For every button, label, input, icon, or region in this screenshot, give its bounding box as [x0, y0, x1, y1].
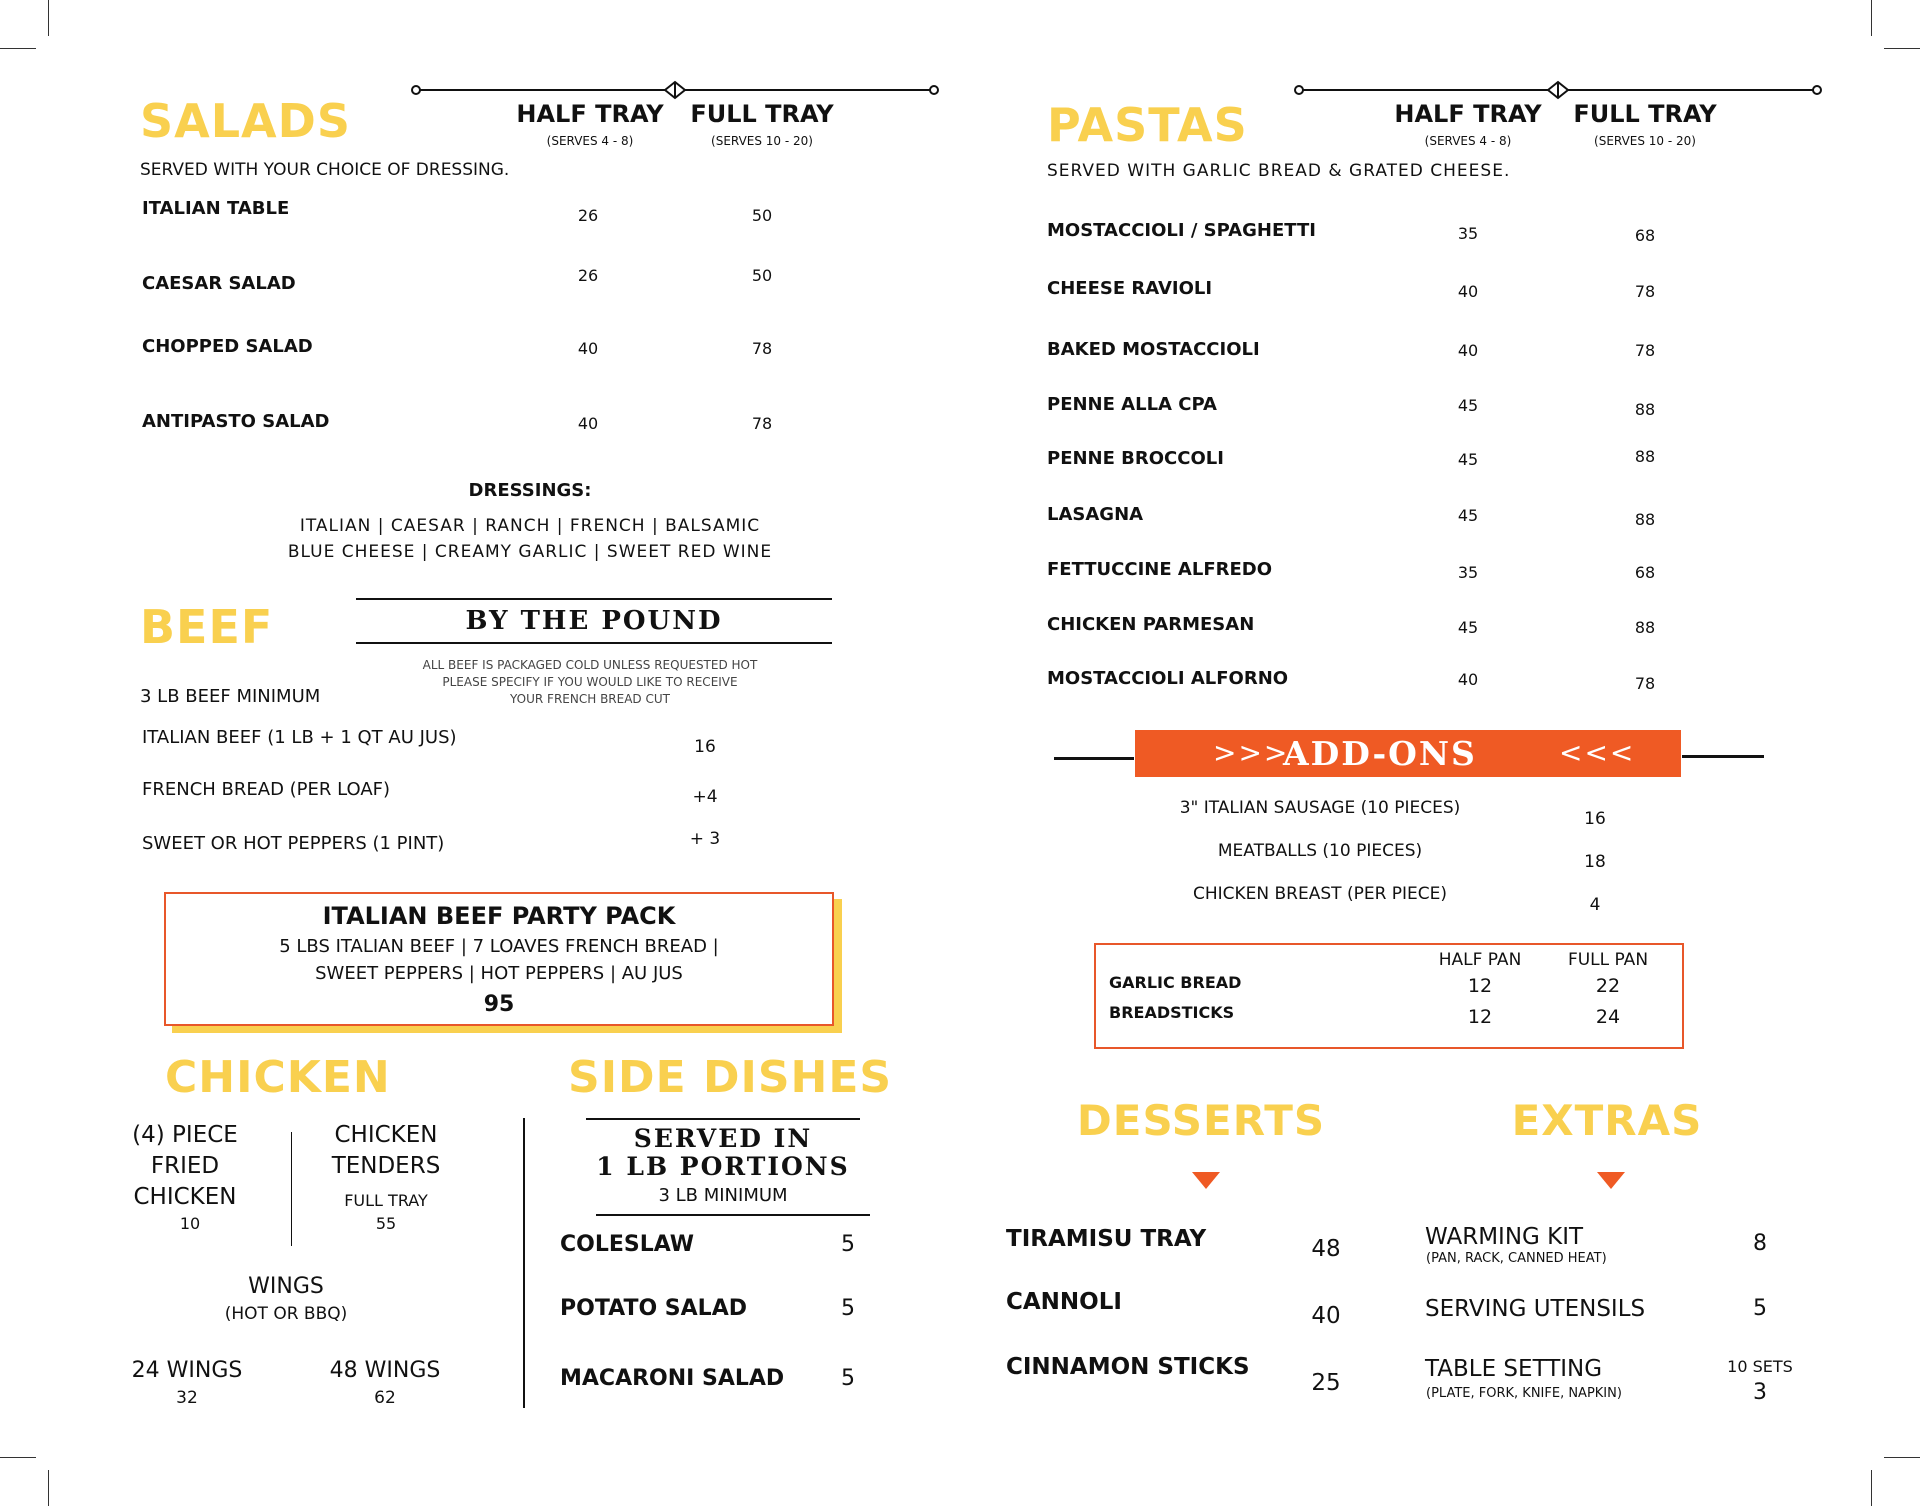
fried-chicken-price: 10 [179, 1214, 201, 1233]
salad-full-price: 50 [751, 266, 773, 285]
dressings-title: DRESSINGS: [468, 480, 592, 501]
beef-item-price: + 3 [689, 829, 721, 849]
sides-banner-line: 1 LB PORTIONS [596, 1152, 850, 1181]
pasta-full-price: 88 [1634, 618, 1656, 637]
addon-name: MEATBALLS (10 PIECES) [1217, 841, 1423, 861]
crop-mark [1871, 1470, 1872, 1506]
table-setting-detail: (PLATE, FORK, KNIFE, NAPKIN) [1426, 1386, 1622, 1401]
dessert-price: 25 [1311, 1370, 1341, 1396]
pasta-full-price: 68 [1634, 226, 1656, 245]
side-price: 5 [841, 1366, 855, 1391]
salad-half-price: 40 [577, 339, 599, 358]
ornament-rule [410, 80, 940, 100]
beef-note: PLEASE SPECIFY IF YOU WOULD LIKE TO RECEIVE [442, 675, 738, 689]
crop-mark [1884, 1457, 1920, 1458]
pasta-name: PENNE ALLA CPA [1047, 394, 1217, 415]
banner-rule [356, 598, 832, 600]
tenders-line: CHICKEN [334, 1122, 438, 1148]
add-ons-banner [1135, 730, 1681, 777]
pastas-subtitle: SERVED WITH GARLIC BREAD & GRATED CHEESE. [1047, 161, 1511, 181]
table-setting-name: TABLE SETTING [1425, 1356, 1603, 1382]
wings-24-price: 32 [176, 1388, 198, 1408]
pasta-name: MOSTACCIOLI ALFORNO [1047, 668, 1289, 689]
pasta-name: CHEESE RAVIOLI [1047, 278, 1213, 299]
party-pack-line: SWEET PEPPERS | HOT PEPPERS | AU JUS [315, 963, 683, 984]
warming-kit-price: 8 [1753, 1231, 1767, 1256]
crop-mark [0, 1457, 36, 1458]
pasta-full-price: 68 [1634, 563, 1656, 582]
banner-rule [586, 1118, 860, 1120]
banner-rule [1682, 755, 1764, 758]
banner-chevrons-right: <<< [1559, 736, 1636, 769]
pasta-full-price: 88 [1634, 447, 1656, 466]
salad-name: ITALIAN TABLE [142, 198, 290, 219]
pastas-full-serves: (SERVES 10 - 20) [1594, 134, 1696, 148]
bread-name: BREADSTICKS [1109, 1003, 1235, 1022]
pastas-full-label: FULL TRAY [1573, 100, 1717, 128]
addon-price: 4 [1589, 895, 1601, 915]
add-ons-title: ADD-ONS [1283, 734, 1477, 773]
pasta-half-price: 40 [1457, 341, 1479, 360]
beef-title: BEEF [140, 600, 274, 654]
addon-price: 18 [1584, 852, 1606, 872]
pasta-name: BAKED MOSTACCIOLI [1047, 339, 1260, 360]
pastas-half-serves: (SERVES 4 - 8) [1424, 134, 1512, 148]
banner-chevrons-left: >>> [1213, 736, 1290, 769]
pasta-name: LASAGNA [1047, 504, 1144, 525]
ornament-rule [1293, 80, 1823, 100]
salads-subtitle: SERVED WITH YOUR CHOICE OF DRESSING. [140, 160, 510, 180]
warming-kit-name: WARMING KIT [1425, 1224, 1584, 1250]
bread-full-price: 22 [1595, 975, 1621, 997]
chicken-divider [291, 1132, 292, 1246]
addon-name: 3" ITALIAN SAUSAGE (10 PIECES) [1179, 798, 1461, 818]
crop-mark [1884, 48, 1920, 49]
wings-subtitle: (HOT OR BBQ) [224, 1304, 348, 1324]
dessert-name: CINNAMON STICKS [1006, 1354, 1250, 1380]
salad-full-price: 78 [751, 339, 773, 358]
pasta-full-price: 78 [1634, 674, 1656, 693]
pasta-half-price: 45 [1457, 506, 1479, 525]
pasta-full-price: 78 [1634, 341, 1656, 360]
beef-item-name: FRENCH BREAD (PER LOAF) [142, 779, 391, 800]
pasta-full-price: 78 [1634, 282, 1656, 301]
tenders-size: FULL TRAY [344, 1191, 428, 1210]
pasta-half-price: 35 [1457, 563, 1479, 582]
side-name: COLESLAW [560, 1232, 695, 1257]
salads-half-label: HALF TRAY [516, 100, 664, 128]
half-pan-label: HALF PAN [1438, 950, 1522, 970]
pasta-name: PENNE BROCCOLI [1047, 448, 1224, 469]
party-pack-title: ITALIAN BEEF PARTY PACK [322, 902, 676, 930]
salad-name: CAESAR SALAD [142, 273, 296, 294]
banner-rule [596, 1214, 870, 1216]
tenders-line: TENDERS [331, 1153, 441, 1179]
side-price: 5 [841, 1232, 855, 1257]
down-triangle-icon [1597, 1172, 1625, 1190]
chicken-title: CHICKEN [165, 1052, 391, 1103]
addon-price: 16 [1584, 809, 1606, 829]
beef-item-name: ITALIAN BEEF (1 LB + 1 QT AU JUS) [142, 727, 457, 748]
beef-item-price: +4 [692, 787, 718, 807]
sides-minimum: 3 LB MINIMUM [658, 1185, 788, 1206]
table-setting-price: 3 [1753, 1380, 1767, 1405]
salad-half-price: 40 [577, 414, 599, 433]
dessert-price: 48 [1311, 1236, 1341, 1262]
pasta-half-price: 40 [1457, 282, 1479, 301]
side-dishes-title: SIDE DISHES [568, 1052, 893, 1103]
beef-note: ALL BEEF IS PACKAGED COLD UNLESS REQUESTED HOT [422, 658, 758, 672]
pasta-half-price: 35 [1457, 224, 1479, 243]
salad-half-price: 26 [577, 206, 599, 225]
fried-chicken-line: CHICKEN [133, 1184, 237, 1210]
salads-title: SALADS [140, 94, 351, 148]
warming-kit-detail: (PAN, RACK, CANNED HEAT) [1426, 1251, 1607, 1266]
dressings-line: BLUE CHEESE | CREAMY GARLIC | SWEET RED WINE [287, 542, 773, 562]
dessert-name: CANNOLI [1006, 1289, 1122, 1315]
pasta-full-price: 88 [1634, 400, 1656, 419]
sides-banner-line: SERVED IN [633, 1124, 813, 1153]
fried-chicken-label [100, 1120, 270, 1213]
side-name: MACARONI SALAD [560, 1366, 785, 1391]
beef-note: YOUR FRENCH BREAD CUT [510, 692, 670, 706]
bread-half-price: 12 [1467, 975, 1493, 997]
by-the-pound-banner: BY THE POUND [465, 606, 723, 636]
beef-minimum: 3 LB BEEF MINIMUM [140, 686, 321, 707]
wings-48-price: 62 [374, 1388, 396, 1408]
side-price: 5 [841, 1296, 855, 1321]
bread-name: GARLIC BREAD [1109, 973, 1242, 992]
party-pack-price: 95 [483, 992, 515, 1017]
salads-full-serves: (SERVES 10 - 20) [711, 134, 813, 148]
tenders-price: 55 [375, 1214, 397, 1233]
desserts-title: DESSERTS [1076, 1096, 1326, 1145]
pasta-half-price: 45 [1457, 396, 1479, 415]
dressings-line: ITALIAN | CAESAR | RANCH | FRENCH | BALSAMIC [299, 516, 761, 536]
pasta-name: FETTUCCINE ALFREDO [1047, 559, 1273, 580]
dessert-price: 40 [1311, 1303, 1341, 1329]
pasta-half-price: 40 [1457, 670, 1479, 689]
pasta-name: MOSTACCIOLI / SPAGHETTI [1047, 220, 1316, 241]
addon-name: CHICKEN BREAST (PER PIECE) [1192, 884, 1448, 904]
banner-rule [356, 642, 832, 644]
column-divider [523, 1118, 525, 1408]
full-pan-label: FULL PAN [1567, 950, 1649, 970]
bread-full-price: 24 [1595, 1006, 1621, 1028]
pasta-name: CHICKEN PARMESAN [1047, 614, 1255, 635]
tenders-label [306, 1120, 466, 1182]
crop-mark [48, 1470, 49, 1506]
crop-mark [0, 48, 36, 49]
fried-chicken-line: (4) PIECE [132, 1122, 238, 1148]
serving-utensils-name: SERVING UTENSILS [1425, 1296, 1646, 1322]
dessert-name: TIRAMISU TRAY [1006, 1226, 1207, 1252]
wings-48-label: 48 WINGS [329, 1358, 441, 1383]
serving-utensils-price: 5 [1753, 1296, 1767, 1321]
wings-24-label: 24 WINGS [131, 1358, 243, 1383]
crop-mark [1871, 0, 1872, 36]
pasta-half-price: 45 [1457, 618, 1479, 637]
fried-chicken-line: FRIED [150, 1153, 220, 1179]
pastas-title: PASTAS [1047, 98, 1248, 152]
beef-item-price: 16 [694, 737, 716, 757]
crop-mark [48, 0, 49, 36]
table-setting-qty: 10 SETS [1727, 1357, 1793, 1376]
salad-full-price: 50 [751, 206, 773, 225]
salads-full-label: FULL TRAY [690, 100, 834, 128]
pastas-half-label: HALF TRAY [1394, 100, 1542, 128]
salads-half-serves: (SERVES 4 - 8) [546, 134, 634, 148]
banner-rule [1054, 757, 1134, 760]
party-pack-line: 5 LBS ITALIAN BEEF | 7 LOAVES FRENCH BREAD | [279, 936, 719, 957]
bread-half-price: 12 [1467, 1006, 1493, 1028]
salad-half-price: 26 [577, 266, 599, 285]
down-triangle-icon [1192, 1172, 1220, 1190]
salad-name: CHOPPED SALAD [142, 336, 313, 357]
extras-title: EXTRAS [1511, 1096, 1703, 1145]
side-name: POTATO SALAD [560, 1296, 747, 1321]
salad-full-price: 78 [751, 414, 773, 433]
beef-item-name: SWEET OR HOT PEPPERS (1 PINT) [142, 833, 445, 854]
pasta-full-price: 88 [1634, 510, 1656, 529]
salad-name: ANTIPASTO SALAD [142, 411, 330, 432]
wings-title: WINGS [248, 1274, 324, 1299]
pasta-half-price: 45 [1457, 450, 1479, 469]
